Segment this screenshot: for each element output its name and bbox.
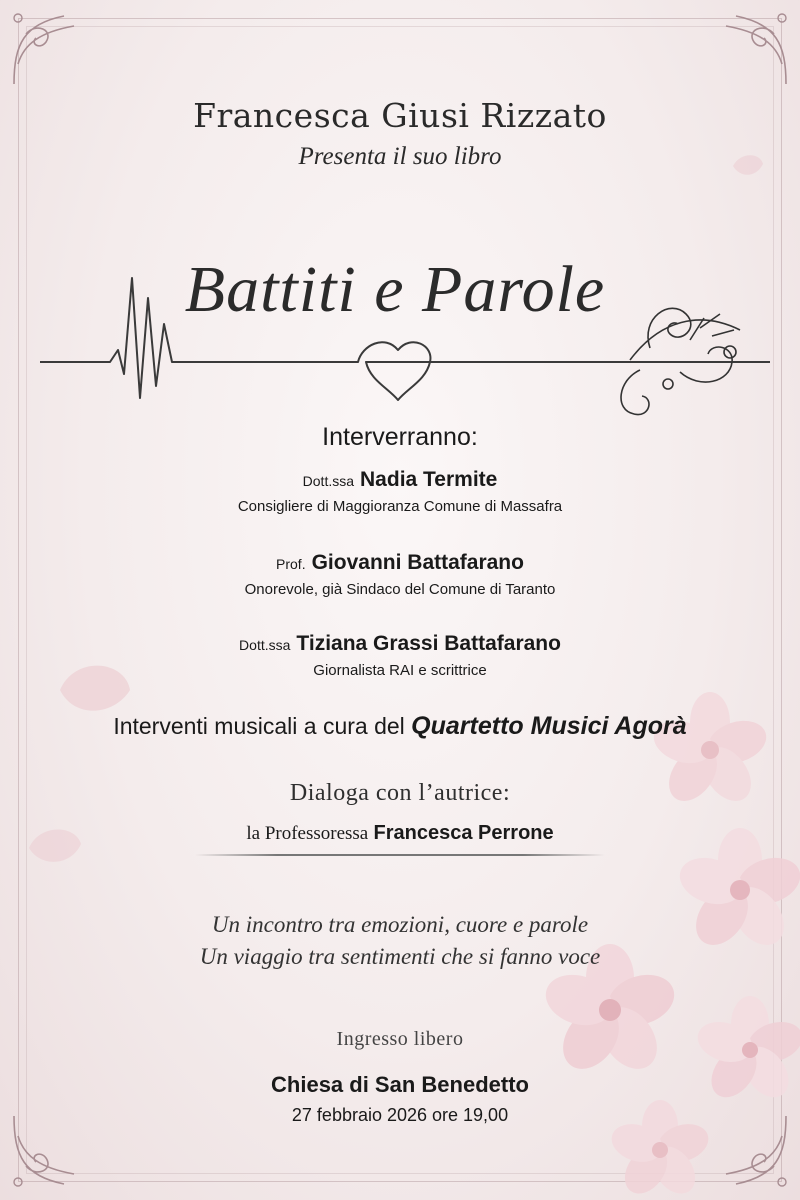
speaker-title-prefix: Dott.ssa: [302, 473, 355, 489]
music-line: [0, 712, 800, 741]
moderator-name: Francesca Perrone: [373, 822, 554, 844]
speaker-name: Giovanni Battafarano: [311, 551, 524, 574]
music-group: Quartetto Musici Agorà: [411, 712, 687, 740]
speaker-item: [0, 468, 800, 515]
speaker-item: [0, 632, 800, 679]
speaker-name: Tiziana Grassi Battafarano: [296, 632, 561, 655]
entry-info: Ingresso libero: [336, 1028, 464, 1050]
speakers-heading: Interverranno:: [322, 423, 478, 451]
event-venue: Chiesa di San Benedetto: [271, 1072, 529, 1097]
speaker-title-prefix: Dott.ssa: [239, 637, 291, 653]
dialog-heading: Dialoga con l’autrice:: [289, 780, 511, 806]
tagline: Un incontro tra emozioni, cuore e parole: [211, 912, 589, 937]
corner-ornament-top-left: [4, 4, 94, 94]
book-title: Battiti e Parole: [184, 253, 606, 326]
corner-ornament-top-right: [706, 4, 796, 94]
speaker-item: [0, 551, 800, 598]
moderator-line: [0, 822, 800, 845]
tagline: Un viaggio tra sentimenti che si fanno voce: [199, 944, 601, 969]
moderator-underline: [195, 854, 605, 856]
speaker-role: Consigliere di Maggioranza Comune di Massafra: [237, 498, 563, 515]
speaker-role: Giornalista RAI e scrittrice: [313, 662, 487, 679]
author-name: Francesca Giusi Rizzato: [193, 96, 607, 135]
speaker-name: Nadia Termite: [360, 468, 498, 491]
speaker-title-prefix: Prof.: [276, 556, 306, 572]
event-datetime: 27 febbraio 2026 ore 19,00: [291, 1105, 509, 1125]
moderator-title: la Professoressa: [246, 823, 369, 844]
speaker-role: Onorevole, già Sindaco del Comune di Taranto: [244, 581, 556, 598]
music-text: Interventi musicali a cura del: [113, 713, 405, 739]
presenta-subtitle: Presenta il suo libro: [298, 143, 502, 170]
